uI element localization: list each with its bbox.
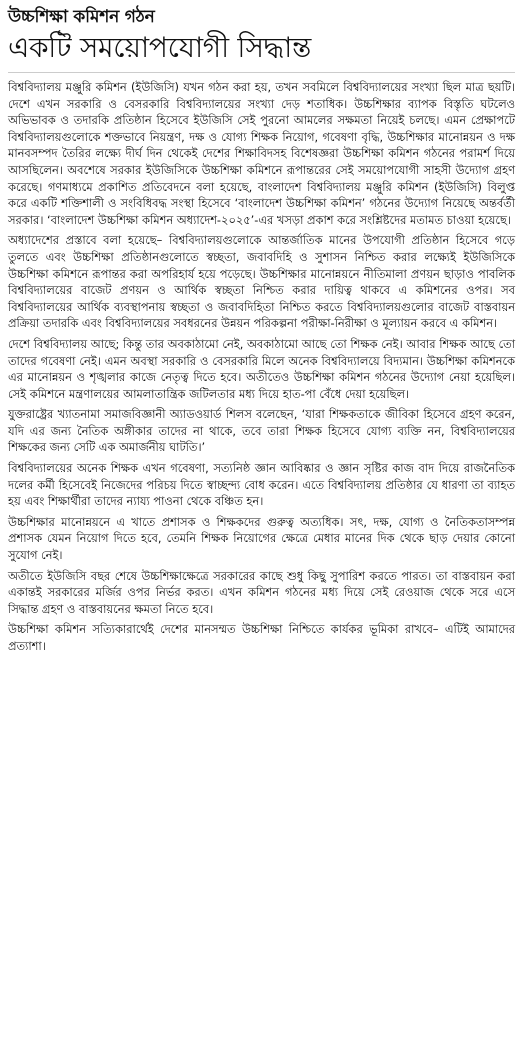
article-paragraph: বিশ্ববিদ্যালয় মঞ্জুরি কমিশন (ইউজিসি) যখন গঠন করা হয়, তখন সবমিলে বিশ্ববিদ্যালয়ের সংখ্যা ছিল মাত্র ছয়টি। দেশে এখন সরকারি ও বেসরকারি বিশ্ববিদ্যালয়ের সংখ্যা দেড় শতাধিক। উচ্চশিক্ষার ব্যাপক বিস্তৃতি ঘটলেও অভিভাবক ও তদারকি প্রতিষ্ঠান হিসেবে ইউজিসি সেই পুরনো আমলের সক্ষমতা নিয়েই চলছে। এমন প্রেক্ষাপটে বিশ্ববিদ্যালয়গুলোকে শক্তভাবে নিয়ন্ত্রণ, দক্ষ ও যোগ্য শিক্ষক নিয়োগ, গবেষণা বৃদ্ধি, উচ্চশিক্ষার মানোন্নয়ন ও দক্ষ মানবসম্পদ তৈরির লক্ষ্যে দীর্ঘ দিন থেকেই দেশের শিক্ষাবিদসহ বিশেষজ্ঞরা উচ্চশিক্ষা কমিশন গঠনের পরামর্শ দিয়ে আসছিলেন। অবশেষে সরকার ইউজিসিকে উচ্চশিক্ষা কমিশনে রূপান্তরের সেই সময়োপযোগী সাহসী উদ্যোগ গ্রহণ করেছে। গণমাধ্যমে প্রকাশিত প্রতিবেদনে বলা হয়েছে, বাংলাদেশ বিশ্ববিদ্যালয় মঞ্জুরি কমিশন (ইউজিসি) বিলুপ্ত করে একটি শক্তিশালী ও সংবিধিবদ্ধ সংস্থা হিসেবে ‘বাংলাদেশ উচ্চশিক্ষা কমিশন’ গঠনের উদ্যোগ নিয়েছে অন্তর্বর্তী সরকার। ‘বাংলাদেশ উচ্চশিক্ষা কমিশন অধ্যাদেশ-২০২৫’-এর খসড়া প্রকাশ করে সংশ্লিষ্টদের মতামত চাওয়া হয়েছে। [8, 80, 515, 227]
article-paragraph: উচ্চশিক্ষার মানোন্নয়নে এ খাতে প্রশাসক ও শিক্ষকদের গুরুত্ব অত্যধিক। সৎ, দক্ষ, যোগ্য ও নৈতিকতাসম্পন্ন প্রশাসক যেমন নিয়োগ দিতে হবে, তেমনি শিক্ষক নিয়োগের ক্ষেত্রে মেধার মানের দিক থেকে ছাড় দেয়ার কোনো সুযোগ নেই। [8, 514, 515, 563]
article-paragraph: বিশ্ববিদ্যালয়ের অনেক শিক্ষক এখন গবেষণা, সত্যনিষ্ঠ জ্ঞান আবিষ্কার ও জ্ঞান সৃষ্টির কাজ বাদ দিয়ে রাজনৈতিক দলের কর্মী হিসেবেই নিজেদের পরিচয় দিতে স্বাচ্ছন্দ্য বোধ করেন। এতে বিশ্ববিদ্যালয় প্রতিষ্ঠার যে ধারণা তা ব্যাহত হয় এবং শিক্ষার্থীরা তাদের ন্যায্য পাওনা থেকে বঞ্চিত হন। [8, 461, 515, 509]
article-paragraph: উচ্চশিক্ষা কমিশন সত্যিকারার্থেই দেশের মানসম্মত উচ্চশিক্ষা নিশ্চিতে কার্যকর ভূমিকা রাখবে– এটিই আমাদের প্রত্যাশা। [8, 622, 515, 653]
article-body [8, 79, 515, 655]
article-paragraph: যুক্তরাষ্ট্রের খ্যাতনামা সমাজবিজ্ঞানী অ্যাডওয়ার্ড শিলস বলেছেন, ‘যারা শিক্ষকতাকে জীবিকা হিসেবে গ্রহণ করেন, যদি এর জন্য নৈতিক অঙ্গীকার তাদের না থাকে, তবে তারা শিক্ষক হিসেবে যোগ্য ব্যক্তি নন, বিশ্ববিদ্যালয়ের শিক্ষকের জন্য সেটি এক অমার্জনীয় ঘাটতি।’ [8, 407, 515, 455]
article-kicker: উচ্চশিক্ষা কমিশন গঠন [8, 7, 155, 27]
article-paragraph: অধ্যাদেশের প্রস্তাবে বলা হয়েছে– বিশ্ববিদ্যালয়গুলোকে আন্তর্জাতিক মানের উপযোগী প্রতিষ্ঠান হিসেবে গড়ে তুলতে এবং উচ্চশিক্ষা প্রতিষ্ঠানগুলোতে স্বচ্ছতা, জবাবদিহি ও সুশাসন নিশ্চিত করার লক্ষ্যেই ইউজিসিকে উচ্চশিক্ষা কমিশনে রূপান্তর করা অপরিহার্য হয়ে পড়েছে। উচ্চশিক্ষার মানোন্নয়নে নীতিমালা প্রণয়ন ছাড়াও পাবলিক বিশ্ববিদ্যালয়ের বাজেট প্রণয়ন ও আর্থিক স্বচ্ছতা নিশ্চিত করার দায়িত্ব থাকবে এ কমিশনের ওপর। সব বিশ্ববিদ্যালয়ের আর্থিক ব্যবস্থাপনায় স্বচ্ছতা ও জবাবদিহিতা নিশ্চিত করতে বিশ্ববিদ্যালয়গুলোর বাজেট বাস্তবায়ন প্রক্রিয়া তদারকি এবং বিশ্ববিদ্যালয়ের সবধরনের উন্নয়ন পরিকল্পনা পরীক্ষা-নিরীক্ষা ও মূল্যায়ন করবে এ কমিশন। [8, 233, 515, 331]
article-paragraph: দেশে বিশ্ববিদ্যালয় আছে; কিন্তু তার অবকাঠামো নেই, অবকাঠামো আছে তো শিক্ষক নেই। আবার শিক্ষক আছে তো তাদের গবেষণা নেই। এমন অবস্থা সরকারি ও বেসরকারি মিলে অনেক বিশ্ববিদ্যালয়ে বিদ্যমান। উচ্চশিক্ষা কমিশনকে এর মানোন্নয়ন ও শৃঙ্খলার কাজে নেতৃত্ব দিতে হবে। অতীতেও উচ্চশিক্ষা কমিশন গঠনের উদ্যোগ নেয়া হয়েছিল। সেই কমিশনে মন্ত্রণালয়ের আমলাতান্ত্রিক জটিলতার মধ্য দিয়ে হাত-পা বেঁধে দেয়া হয়েছিল। [8, 336, 515, 401]
headline-divider [8, 72, 515, 73]
article-paragraph: অতীতে ইউজিসি বছর শেষে উচ্চশিক্ষাক্ষেত্রে সরকারের কাছে শুধু কিছু সুপারিশ করতে পারত। তা বাস্তবায়ন করা একান্তই সরকারের মর্জির ওপর নির্ভর করত। এখন কমিশন গঠনের মধ্য দিয়ে সেই রেওয়াজ থেকে সরে এসে সিদ্ধান্ত গ্রহণ ও বাস্তবায়নের ক্ষমতা নিতে হবে। [8, 568, 515, 616]
article-headline: একটি সময়োপযোগী সিদ্ধান্ত [8, 31, 311, 64]
